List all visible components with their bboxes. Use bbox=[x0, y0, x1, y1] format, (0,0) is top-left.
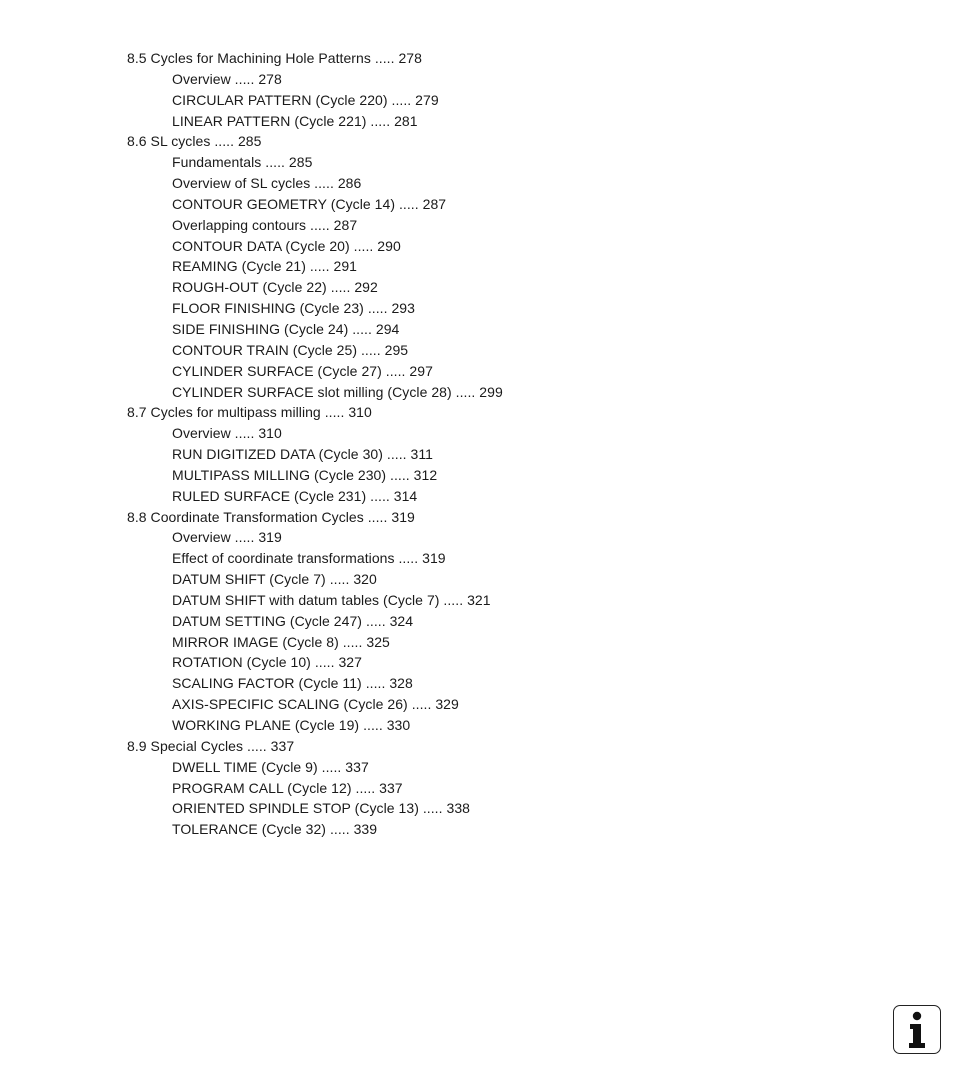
toc-subsection-entry: Overview ..... 310 bbox=[172, 425, 282, 442]
toc-subsection-entry: Overlapping contours ..... 287 bbox=[172, 216, 358, 233]
toc-subsection-entry: Overview ..... 319 bbox=[172, 529, 282, 546]
toc-subsection-entry: CONTOUR DATA (Cycle 20) ..... 290 bbox=[172, 237, 401, 254]
toc-subsection-entry: CONTOUR GEOMETRY (Cycle 14) ..... 287 bbox=[172, 195, 447, 212]
toc-section-entry: 8.6 SL cycles ..... 285 bbox=[127, 133, 262, 150]
toc-section-entry: 8.5 Cycles for Machining Hole Patterns ..... 278 bbox=[127, 50, 422, 66]
table-of-contents bbox=[127, 48, 503, 840]
toc-subsection-entry: ROTATION (Cycle 10) ..... 327 bbox=[172, 654, 362, 671]
toc-subsection-entry: DATUM SETTING (Cycle 247) ..... 324 bbox=[172, 612, 414, 629]
toc-subsection-entry: ROUGH-OUT (Cycle 22) ..... 292 bbox=[172, 279, 378, 296]
toc-section-entry: 8.7 Cycles for multipass milling ..... 310 bbox=[127, 404, 372, 421]
toc-subsection-entry: REAMING (Cycle 21) ..... 291 bbox=[172, 258, 358, 275]
toc-subsection-entry: DATUM SHIFT with datum tables (Cycle 7) ..... 321 bbox=[172, 591, 491, 608]
toc-subsection-entry: PROGRAM CALL (Cycle 12) ..... 337 bbox=[172, 779, 403, 796]
toc-subsection-entry: MULTIPASS MILLING (Cycle 230) ..... 312 bbox=[172, 466, 438, 483]
toc-subsection-entry: CIRCULAR PATTERN (Cycle 220) ..... 279 bbox=[172, 91, 439, 108]
info-icon bbox=[893, 1005, 941, 1054]
toc-subsection-entry: SIDE FINISHING (Cycle 24) ..... 294 bbox=[172, 320, 400, 337]
toc-subsection-entry: CYLINDER SURFACE (Cycle 27) ..... 297 bbox=[172, 362, 433, 379]
toc-subsection-entry: Overview ..... 278 bbox=[172, 70, 282, 87]
toc-subsection-entry: Effect of coordinate transformations ..... 319 bbox=[172, 550, 446, 567]
toc-subsection-entry: LINEAR PATTERN (Cycle 221) ..... 281 bbox=[172, 112, 418, 129]
toc-subsection-entry: TOLERANCE (Cycle 32) ..... 339 bbox=[172, 821, 378, 838]
toc-subsection-entry: Overview of SL cycles ..... 286 bbox=[172, 175, 362, 192]
toc-subsection-entry: DATUM SHIFT (Cycle 7) ..... 320 bbox=[172, 571, 377, 588]
toc-subsection-entry: DWELL TIME (Cycle 9) ..... 337 bbox=[172, 758, 369, 775]
toc-subsection-entry: RULED SURFACE (Cycle 231) ..... 314 bbox=[172, 487, 418, 504]
toc-subsection-entry: ORIENTED SPINDLE STOP (Cycle 13) ..... 338 bbox=[172, 800, 471, 817]
toc-section-entry: 8.8 Coordinate Transformation Cycles ..... 319 bbox=[127, 508, 415, 525]
toc-subsection-entry: RUN DIGITIZED DATA (Cycle 30) ..... 311 bbox=[172, 446, 433, 463]
toc-subsection-entry: AXIS-SPECIFIC SCALING (Cycle 26) ..... 329 bbox=[172, 696, 459, 713]
toc-subsection-entry: FLOOR FINISHING (Cycle 23) ..... 293 bbox=[172, 300, 415, 317]
toc-section-entry: 8.9 Special Cycles ..... 337 bbox=[127, 737, 295, 754]
toc-subsection-entry: MIRROR IMAGE (Cycle 8) ..... 325 bbox=[172, 633, 390, 650]
info-glyph bbox=[902, 1011, 932, 1049]
toc-subsection-entry: WORKING PLANE (Cycle 19) ..... 330 bbox=[172, 717, 411, 733]
toc-subsection-entry: CYLINDER SURFACE slot milling (Cycle 28) ..... 299 bbox=[172, 383, 503, 400]
toc-subsection-entry: SCALING FACTOR (Cycle 11) ..... 328 bbox=[172, 675, 413, 692]
toc-subsection-entry: CONTOUR TRAIN (Cycle 25) ..... 295 bbox=[172, 341, 409, 358]
toc-subsection-entry: Fundamentals ..... 285 bbox=[172, 154, 313, 171]
